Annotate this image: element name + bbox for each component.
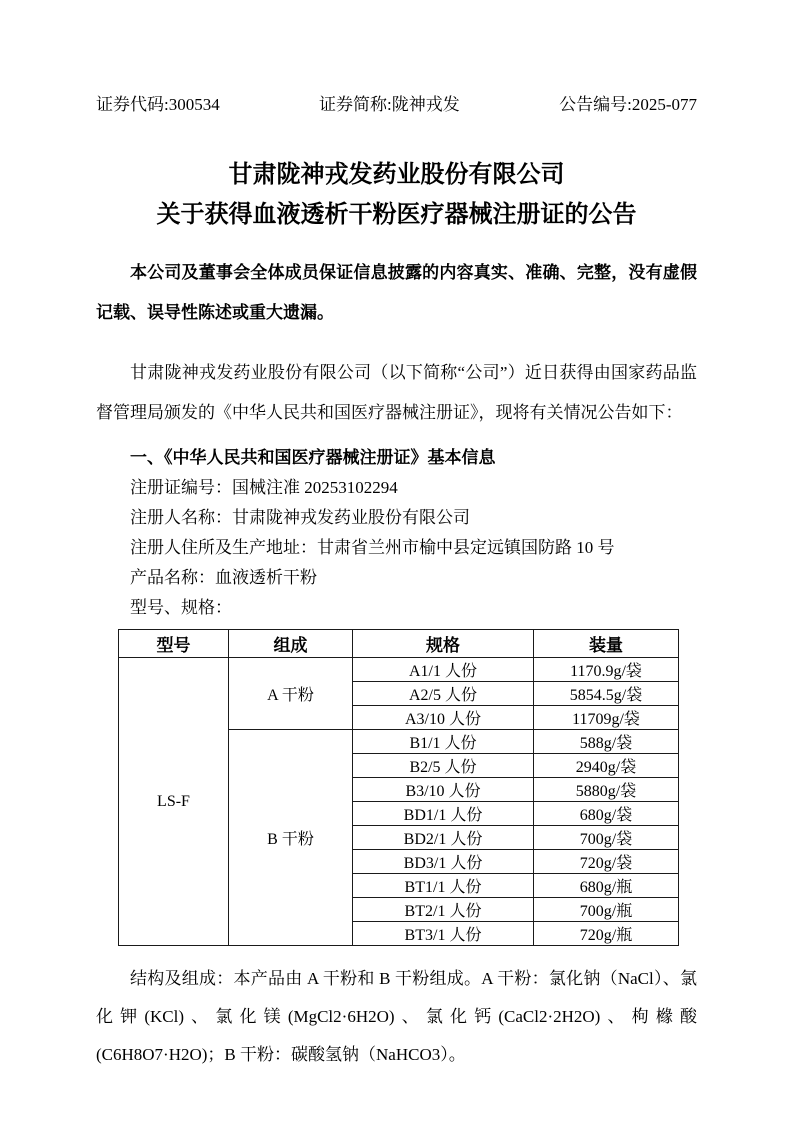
spec-table [118, 629, 679, 946]
weight-cell: 720g/瓶 [534, 922, 679, 946]
component-cell-a: A 干粉 [229, 658, 353, 730]
col-header-spec: 规格 [353, 630, 534, 658]
weight-cell: 2940g/袋 [534, 754, 679, 778]
spec-cell: BD1/1 人份 [353, 802, 534, 826]
doc-header [96, 95, 697, 115]
info-item-registration-no: 注册证编号：国械注准 20253102294 [130, 478, 398, 497]
declaration-paragraph: 本公司及董事会全体成员保证信息披露的内容真实、准确、完整，没有虚假记载、误导性陈述或重大遗漏。 [96, 263, 697, 322]
weight-cell: 5880g/袋 [534, 778, 679, 802]
spec-cell: BT3/1 人份 [353, 922, 534, 946]
weight-cell: 11709g/袋 [534, 706, 679, 730]
info-item-product-name: 产品名称：血液透析干粉 [130, 568, 317, 587]
col-header-model: 型号 [119, 630, 229, 658]
spec-cell: B1/1 人份 [353, 730, 534, 754]
spec-cell: BD2/1 人份 [353, 826, 534, 850]
weight-cell: 588g/袋 [534, 730, 679, 754]
weight-cell: 5854.5g/袋 [534, 682, 679, 706]
spec-cell: BT1/1 人份 [353, 874, 534, 898]
table-row [119, 658, 679, 682]
info-item-registrant-name: 注册人名称：甘肃陇神戎发药业股份有限公司 [130, 508, 470, 527]
document-title-line2: 关于获得血液透析干粉医疗器械注册证的公告 [156, 202, 637, 228]
spec-cell: A1/1 人份 [353, 658, 534, 682]
intro-paragraph: 甘肃陇神戎发药业股份有限公司（以下简称“公司”）近日获得由国家药品监督管理局颁发的《中华人民共和国医疗器械注册证》，现将有关情况公告如下： [96, 363, 697, 422]
stock-code: 证券代码:300534 [96, 95, 220, 114]
document-title [96, 155, 697, 235]
spec-cell: BD3/1 人份 [353, 850, 534, 874]
weight-cell: 680g/瓶 [534, 874, 679, 898]
spec-cell: A2/5 人份 [353, 682, 534, 706]
spec-table-header-row [119, 630, 679, 658]
spec-cell: A3/10 人份 [353, 706, 534, 730]
spec-cell: B2/5 人份 [353, 754, 534, 778]
weight-cell: 1170.9g/袋 [534, 658, 679, 682]
weight-cell: 700g/袋 [534, 826, 679, 850]
component-cell-b: B 干粉 [229, 730, 353, 946]
stock-name: 证券简称:陇神戎发 [319, 95, 460, 114]
weight-cell: 680g/袋 [534, 802, 679, 826]
spec-cell: B3/10 人份 [353, 778, 534, 802]
model-cell: LS-F [119, 658, 229, 946]
col-header-component: 组成 [229, 630, 353, 658]
col-header-weight: 装量 [534, 630, 679, 658]
section-heading: 一、《中华人民共和国医疗器械注册证》基本信息 [130, 448, 496, 467]
document-title-line1: 甘肃陇神戎发药业股份有限公司 [228, 162, 565, 188]
info-item-model-spec-label: 型号、规格： [130, 598, 232, 617]
weight-cell: 720g/袋 [534, 850, 679, 874]
info-item-registrant-address: 注册人住所及生产地址：甘肃省兰州市榆中县定远镇国防路 10 号 [130, 538, 615, 557]
spec-cell: BT2/1 人份 [353, 898, 534, 922]
weight-cell: 700g/瓶 [534, 898, 679, 922]
composition-paragraph: 结构及组成：本产品由 A 干粉和 B 干粉组成。A 干粉：氯化钠（NaCl）、氯化钾(KCl)、氯化镁(MgCl2·6H2O)、氯化钙(CaCl2·2H2O)、枸橼酸(C6H8O7·H2O)；B 干粉：碳酸氢钠（NaHCO3）。 [96, 969, 697, 1064]
announcement-number: 公告编号:2025-077 [559, 95, 697, 114]
